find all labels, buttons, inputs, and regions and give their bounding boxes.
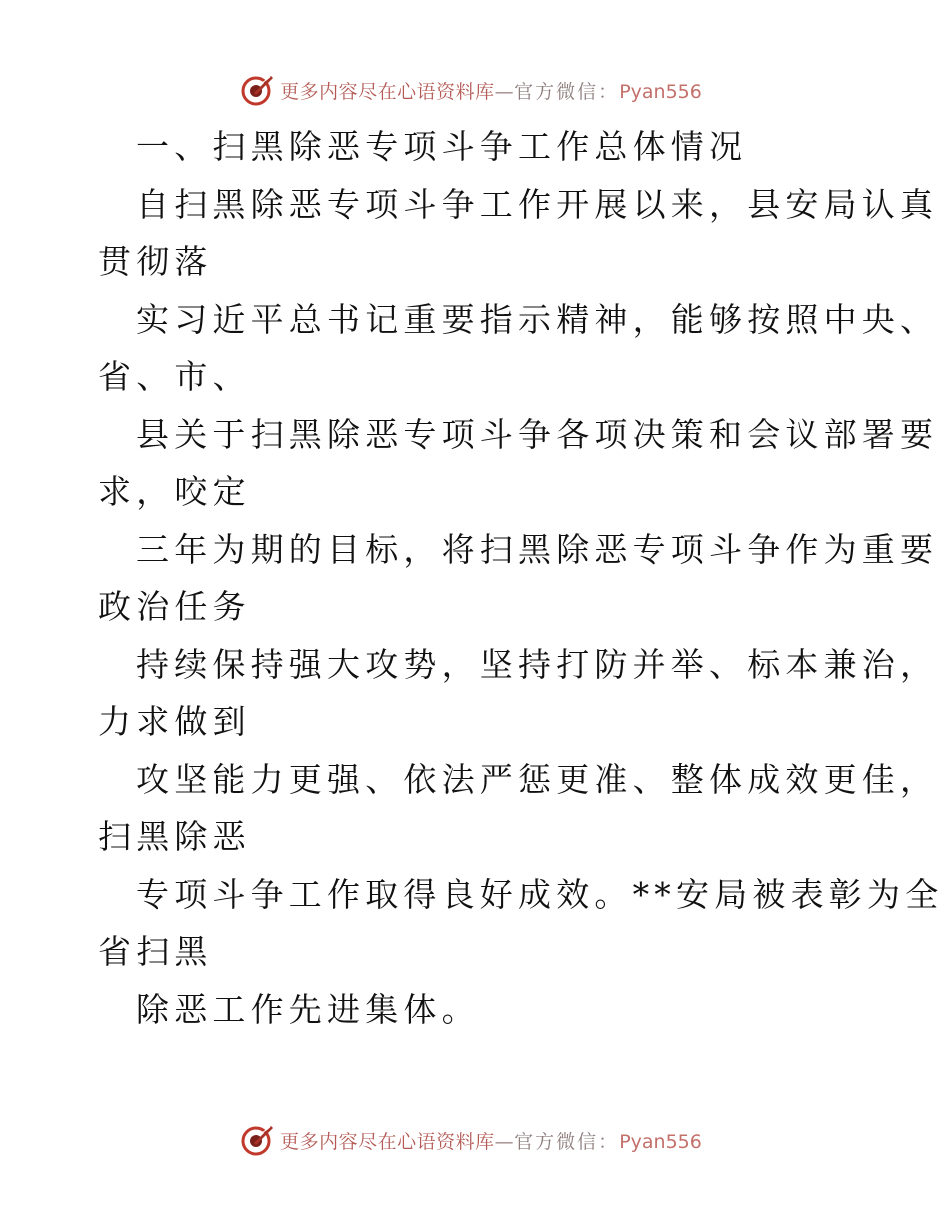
banner-text [280, 1127, 702, 1154]
paragraph-line: 求，咬定 [98, 472, 251, 511]
paragraph-line: 自扫黑除恶专项斗争工作开展以来，县安局认真 [136, 184, 939, 224]
banner-sub-text: 官方微信： [514, 1130, 620, 1153]
banner-text [280, 77, 702, 104]
banner-dash: — [494, 1130, 515, 1153]
quill-logo-icon [240, 1123, 274, 1157]
paragraph-line: 三年为期的目标，将扫黑除恶专项斗争作为重要 [136, 529, 939, 569]
banner-dash: — [494, 80, 515, 103]
footer-banner [0, 1120, 950, 1160]
paragraph-line: 专项斗争工作取得良好成效。**安局被表彰为全 [136, 874, 944, 914]
banner-wechat-id: Pyan556 [619, 1130, 702, 1153]
section-heading: 一、扫黑除恶专项斗争工作总体情况 [136, 127, 748, 166]
paragraph-line: 力求做到 [98, 702, 251, 741]
banner-sub-text: 官方微信： [514, 80, 620, 103]
banner-wechat-id: Pyan556 [619, 80, 702, 103]
paragraph-line: 省、市、 [98, 357, 251, 396]
paragraph-line: 攻坚能力更强、依法严惩更准、整体成效更佳， [136, 759, 939, 799]
banner-main-text: 更多内容尽在心语资料库 [280, 1130, 495, 1153]
paragraph-line: 扫黑除恶 [98, 817, 251, 856]
paragraph-line: 省扫黑 [98, 932, 213, 971]
header-banner [0, 70, 950, 110]
paragraph-line: 县关于扫黑除恶专项斗争各项决策和会议部署要 [136, 414, 939, 454]
paragraph-line: 贯彻落 [98, 242, 213, 281]
paragraph-line: 除恶工作先进集体。 [136, 989, 480, 1029]
document-body [98, 118, 944, 1038]
paragraph-line: 实习近平总书记重要指示精神，能够按照中央、 [136, 299, 939, 339]
paragraph-line: 政治任务 [98, 587, 251, 626]
quill-logo-icon [240, 73, 274, 107]
banner-main-text: 更多内容尽在心语资料库 [280, 80, 495, 103]
paragraph-line: 持续保持强大攻势，坚持打防并举、标本兼治， [136, 644, 939, 684]
